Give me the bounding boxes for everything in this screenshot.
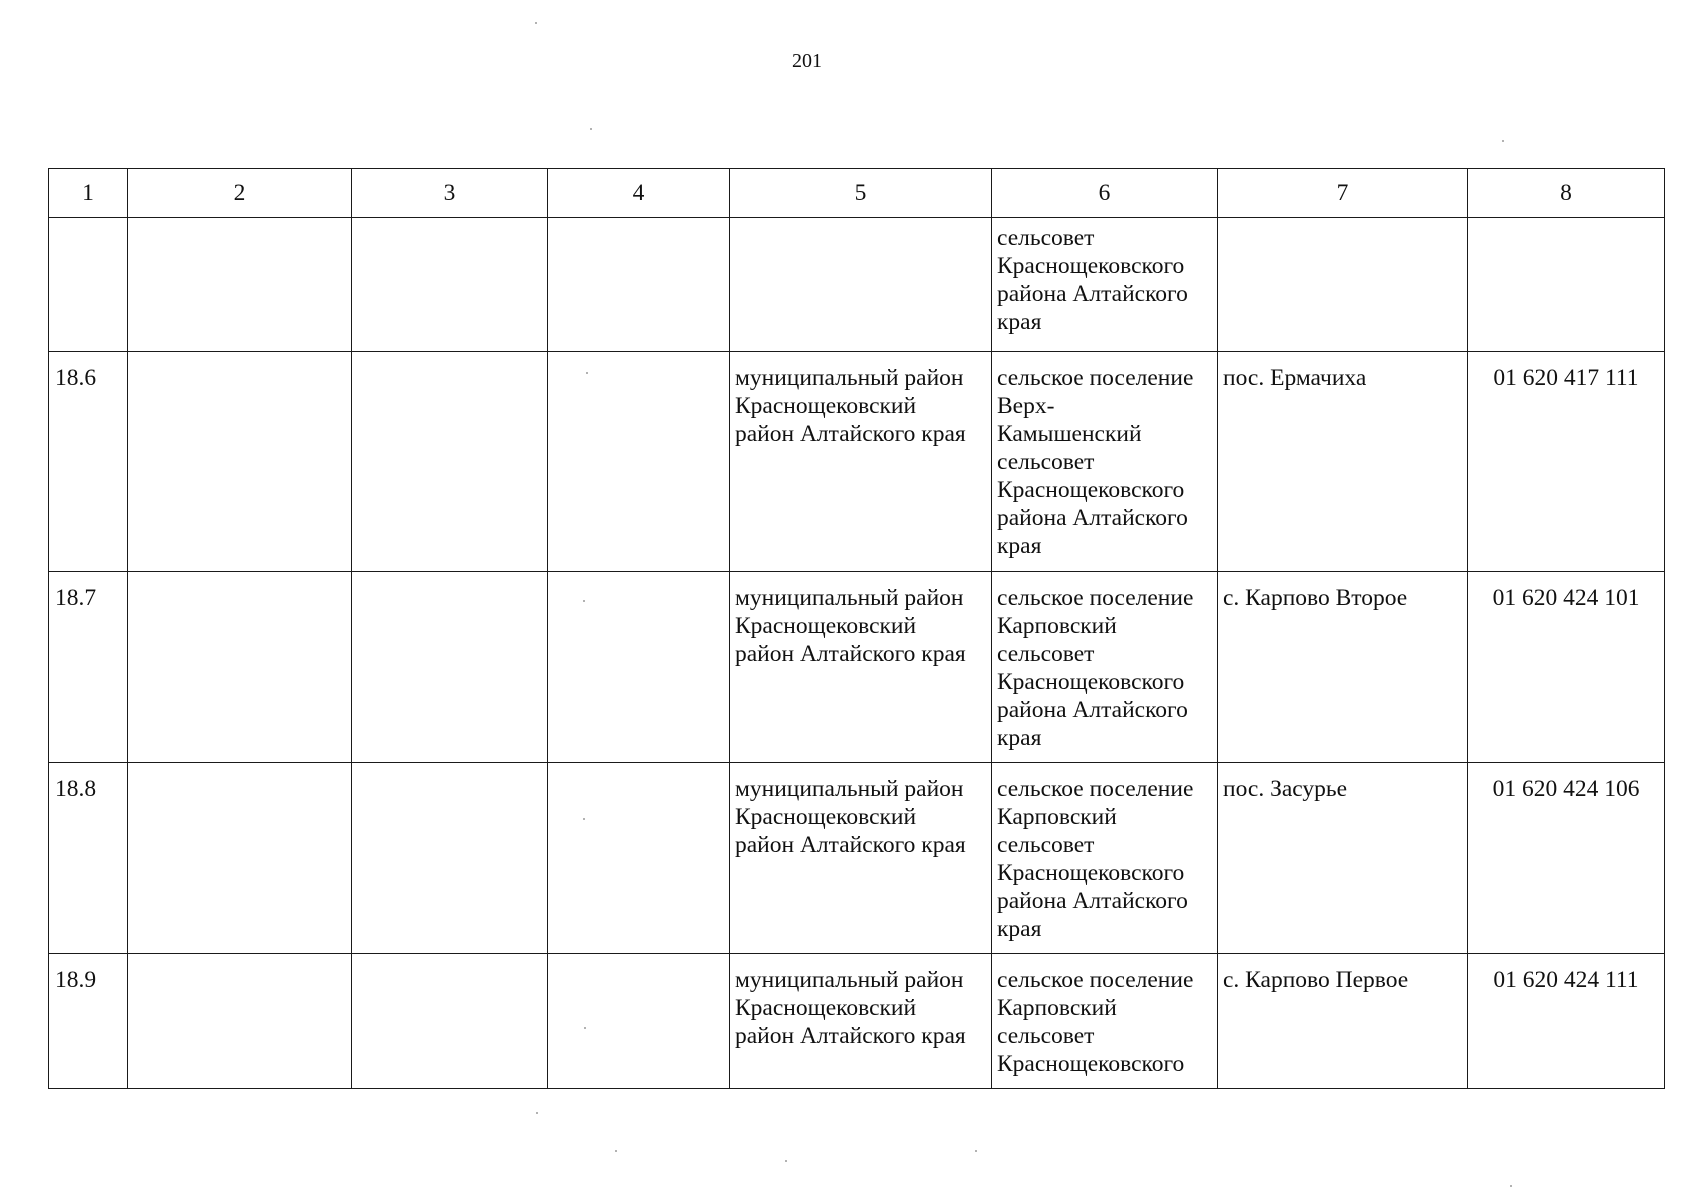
code-cell: 01 620 424 111 [1468,954,1665,1089]
table-row [49,572,1665,763]
municipal-district-cell: муниципальный район Краснощековский район Алтайского края [730,352,992,572]
settlement-cell: сельсовет Краснощековского района Алтайского края [992,218,1218,352]
table-cell [352,572,548,763]
scan-speck [535,22,537,24]
table-cell [128,763,352,954]
municipal-district-cell [730,218,992,352]
page-number: 201 [792,50,822,72]
locality-cell: с. Карпово Первое [1218,954,1468,1089]
table-cell [548,954,730,1089]
table-row [49,954,1665,1089]
scan-speck [785,1160,787,1162]
header-row [49,169,1665,218]
table-cell [548,218,730,352]
table-cell [128,352,352,572]
scan-speck [1510,1185,1512,1187]
row-number-cell [49,218,128,352]
register-table [48,168,1665,1089]
row-number-cell: 18.7 [49,572,128,763]
scan-speck [1502,140,1504,142]
settlement-cell: сельское поселение Верх- Камышенский сельсовет Краснощековского района Алтайского края [992,352,1218,572]
column-header: 6 [992,169,1218,218]
table-cell [128,572,352,763]
scan-speck [583,818,585,820]
table-cell [548,572,730,763]
column-header: 3 [352,169,548,218]
scan-speck [586,372,588,374]
column-header: 2 [128,169,352,218]
table-row [49,352,1665,572]
column-header: 1 [49,169,128,218]
locality-cell: с. Карпово Второе [1218,572,1468,763]
table-cell [352,763,548,954]
scan-speck [590,128,592,130]
locality-cell: пос. Засурье [1218,763,1468,954]
table-row [49,218,1665,352]
column-header: 5 [730,169,992,218]
settlement-cell: сельское поселение Карповский сельсовет Краснощековского [992,954,1218,1089]
table-cell [352,218,548,352]
scan-speck [536,1112,538,1114]
table-cell [548,352,730,572]
locality-cell [1218,218,1468,352]
row-number-cell: 18.8 [49,763,128,954]
column-header: 7 [1218,169,1468,218]
locality-cell: пос. Ермачиха [1218,352,1468,572]
row-number-cell: 18.9 [49,954,128,1089]
municipal-district-cell: муниципальный район Краснощековский район Алтайского края [730,954,992,1089]
scan-speck [615,1150,617,1152]
row-number-cell: 18.6 [49,352,128,572]
code-cell: 01 620 424 106 [1468,763,1665,954]
municipal-district-cell: муниципальный район Краснощековский район Алтайского края [730,763,992,954]
column-header: 8 [1468,169,1665,218]
table-cell [548,763,730,954]
table-row [49,763,1665,954]
code-cell: 01 620 424 101 [1468,572,1665,763]
settlement-cell: сельское поселение Карповский сельсовет Краснощековского района Алтайского края [992,572,1218,763]
scan-speck [583,600,585,602]
table-cell [128,218,352,352]
table-cell [128,954,352,1089]
column-header: 4 [548,169,730,218]
table-cell [352,352,548,572]
settlement-cell: сельское поселение Карповский сельсовет Краснощековского района Алтайского края [992,763,1218,954]
scan-speck [584,1027,586,1029]
municipal-district-cell: муниципальный район Краснощековский район Алтайского края [730,572,992,763]
scan-speck [975,1150,977,1152]
table-cell [352,954,548,1089]
code-cell [1468,218,1665,352]
code-cell: 01 620 417 111 [1468,352,1665,572]
